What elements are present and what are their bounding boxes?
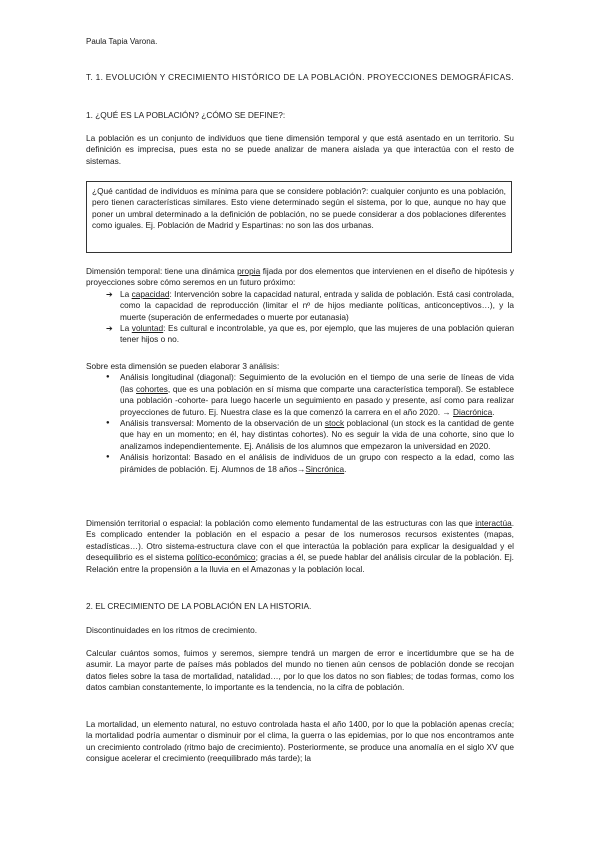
temporal-dimension-section (86, 266, 514, 346)
territorial-dimension-paragraph: Dimensión territorial o espacial: la población como elemento fundamental de las estructuras con las que interactúa. Es complicado entender la población en el espacio a pesar de los numerosos recursos existentes (mapas, estadísticas…). Otro sistema-estructura clave con el que interactúa la población para explicar la desigualdad y el desequilibrio es el sistema político-económico; gracias a él, se puede hablar del análisis circular de la población. Ej. Relación entre la propensión a la lluvia en el Amazonas y la población local. (86, 518, 514, 574)
population-definition-paragraph: La población es un conjunto de individuos que tiene dimensión temporal y que está asentado en un territorio. Su definición es imprecisa, pues esta no se puede analizar de manera aislada ya que interactúa con el resto de sistemas. (86, 133, 514, 166)
section-1-heading: 1. ¿QUÉ ES LA POBLACIÓN? ¿CÓMO SE DEFINE?: (86, 110, 286, 120)
section-2-heading: 2. EL CRECIMIENTO DE LA POBLACIÓN EN LA HISTORIA. (86, 601, 312, 611)
section-2-subheading: Discontinuidades en los ritmos de crecimiento. (86, 625, 258, 635)
list-item: ➔ La capacidad: Intervención sobre la capacidad natural, entrada y salida de población. Está casi controlada, como la capacidad de reproducción (limitar el nº de hijos mediante políticas, anticonceptivos…), y la muerte (superación de enfermedades o muerte por eutanasia) (106, 289, 514, 323)
list-item: ➔ La voluntad: Es cultural e incontrolable, ya que es, por ejemplo, que las mujeres de una población quieran tener hijos o no. (106, 323, 514, 346)
analysis-lead: Sobre esta dimensión se pueden elaborar 3 análisis: (86, 361, 280, 371)
list-item: ● Análisis horizontal: Basado en el análisis de individuos de un grupo con respecto a la edad, como las pirámides de población. Ej. Alumnos de 18 años→Sincrónica. (106, 452, 514, 475)
author-name: Paula Tapia Varona. (86, 37, 158, 46)
document-title: T. 1. EVOLUCIÓN Y CRECIMIENTO HISTÓRICO DE LA POBLACIÓN. PROYECCIONES DEMOGRÁFICAS. (86, 72, 514, 82)
analysis-section (86, 361, 514, 475)
question-box (86, 181, 512, 253)
list-item: ● Análisis longitudinal (diagonal): Seguimiento de la evolución en el tiempo de una serie de líneas de vida (las cohortes, que es una población en sí misma que comparte una característica temporal). Se establece una población -cohorte- para luego hacerle un seguimiento en pasado y presente, así como para realizar proyecciones de futuro. Ej. Nuestra clase es la que comenzó la carrera en el año 2020. → Diacrónica. (106, 372, 514, 418)
mortality-paragraph: La mortalidad, un elemento natural, no estuvo controlada hasta el año 1400, por lo que la población apenas crecía; la mortalidad podría aumentar o disminuir por el clima, la guerra o las epidemias, por lo que nos encontramos ante un crecimiento controlado (ritmo bajo de crecimiento). Posteriormente, se produce una anomalía en el siglo XV que consigue acelerar el crecimiento (reequilibrado más tarde); la (86, 719, 514, 764)
uncertainty-paragraph: Calcular cuántos somos, fuimos y seremos, siempre tendrá un margen de error e incertidumbre que se ha de asumir. La mayor parte de países más poblados del mundo no tienen aún censos de población donde se recojan datos fieles sobre la tasa de mortalidad, natalidad…, por lo que los datos no son fiables; de todas formas, como los datos cambian constantemente, lo importante es la tendencia, no la cifra de población. (86, 648, 514, 693)
temporal-dimension-lead: Dimensión temporal: tiene una dinámica propia fijada por dos elementos que intervienen en el diseño de hipótesis y proyecciones sobre cómo seremos en un futuro próximo: (86, 266, 514, 288)
temporal-elements-list (106, 289, 514, 346)
list-item: ● Análisis transversal: Momento de la observación de un stock poblacional (un stock es la cantidad de gente que hay en un momento; en él, hay distintas cohortes). No es seguir la vida de una cohorte, sino que lo analizamos independientemente. Ej. Análisis de los alumnos que empezaron la universidad en 2020. (106, 418, 514, 452)
analysis-list (106, 372, 514, 475)
question-box-text: ¿Qué cantidad de individuos es mínima para que se considere población?: cualquier conjunto es una población, pero tienen características similares. Esto viene determinado según el sistema, por lo que, aunque no hay que poner un umbral determinado a la definición de población, no se puede considerar a dos poblaciones diferentes como iguales. Ej. Población de Madrid y Espartinas: no son las dos urbanas. (92, 186, 506, 231)
